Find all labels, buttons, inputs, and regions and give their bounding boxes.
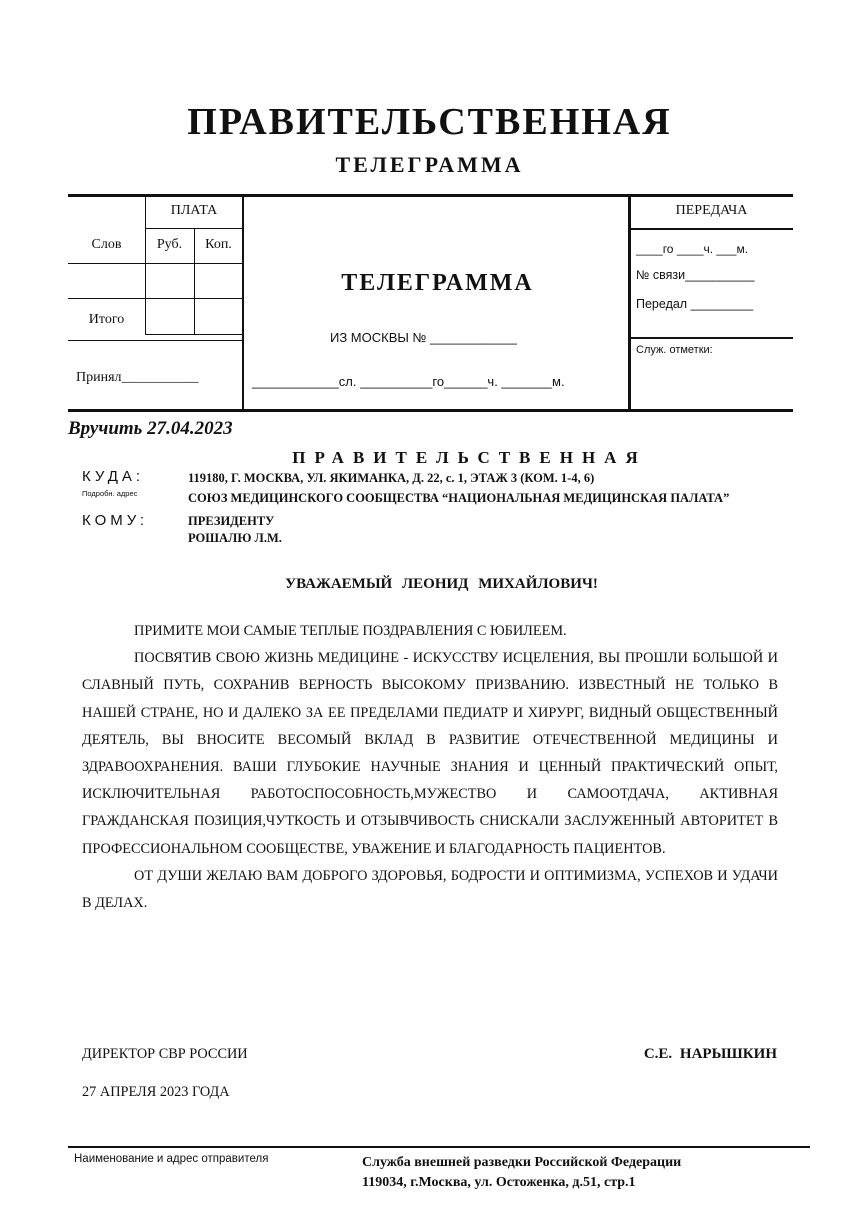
form-bottom-border bbox=[68, 409, 793, 412]
greeting: УВАЖАЕМЫЙ ЛЕОНИД МИХАЙЛОВИЧ! bbox=[285, 576, 598, 592]
kop-label: Коп. bbox=[205, 237, 232, 252]
sender-address: 119034, г.Москва, ул. Остоженка, д.51, стр.1 bbox=[362, 1175, 636, 1190]
telegram-title: ТЕЛЕГРАММА bbox=[341, 270, 534, 296]
form-divider-left bbox=[242, 194, 244, 411]
komu-label: КОМУ: bbox=[82, 512, 149, 529]
letter-paragraph-1: ПРИМИТЕ МОИ САМЫЕ ТЕПЛЫЕ ПОЗДРАВЛЕНИЯ С ЮБИЛЕЕМ. bbox=[134, 623, 567, 639]
podrob-label: Подробн. адрес bbox=[82, 489, 138, 498]
grid-line bbox=[68, 340, 243, 341]
footer-rule bbox=[68, 1146, 810, 1148]
government-label: ПРАВИТЕЛЬСТВЕННАЯ bbox=[292, 448, 647, 467]
grid-line bbox=[630, 337, 793, 339]
kuda-value: 119180, Г. МОСКВА, УЛ. ЯКИМАНКА, Д. 22, с. 1, ЭТАЖ 3 (КОМ. 1-4, 6) bbox=[188, 471, 595, 485]
peredacha-label: ПЕРЕДАЧА bbox=[675, 203, 748, 218]
plata-label: ПЛАТА bbox=[170, 203, 218, 218]
komu-line1: ПРЕЗИДЕНТУ bbox=[188, 514, 275, 528]
organization-value: СОЮЗ МЕДИЦИНСКОГО СООБЩЕСТВА “НАЦИОНАЛЬНАЯ МЕДИЦИНСКАЯ ПАЛАТА” bbox=[188, 491, 730, 505]
form-divider-right bbox=[628, 194, 631, 411]
grid-line bbox=[630, 228, 793, 230]
from-moscow-field: ИЗ МОСКВЫ № ____________ bbox=[330, 330, 517, 345]
delivery-date: Вручить 27.04.2023 bbox=[68, 418, 233, 439]
sender-details bbox=[362, 1153, 681, 1193]
document-title: ПРАВИТЕЛЬСТВЕННАЯ bbox=[187, 101, 672, 143]
letter-paragraph-3: ОТ ДУШИ ЖЕЛАЮ ВАМ ДОБРОГО ЗДОРОВЬЯ, БОДРОСТИ И ОПТИМИЗМА, УСПЕХОВ И УДАЧИ В ДЕЛАХ. bbox=[82, 867, 778, 912]
svyazi-field: № связи__________ bbox=[636, 268, 755, 282]
signature-date: 27 АПРЕЛЯ 2023 ГОДА bbox=[82, 1084, 230, 1100]
sender-label: Наименование и адрес отправителя bbox=[74, 1153, 269, 1165]
itogo-label: Итого bbox=[88, 312, 125, 327]
sender-name: Служба внешней разведки Российской Федерации bbox=[362, 1155, 682, 1170]
signer-name: С.Е. НАРЫШКИН bbox=[643, 1046, 777, 1062]
komu-line2: РОШАЛЮ Л.М. bbox=[188, 531, 282, 545]
grid-line bbox=[68, 298, 243, 299]
letter-body bbox=[82, 618, 778, 917]
document-subtitle: ТЕЛЕГРАММА bbox=[335, 152, 524, 177]
time-received-field: ____________сл. __________го______ч. _______м. bbox=[252, 374, 565, 389]
peredal-field: Передал _________ bbox=[636, 297, 754, 311]
service-notes-label: Служ. отметки: bbox=[636, 344, 713, 356]
slov-label: Слов bbox=[91, 237, 122, 252]
kuda-label: КУДА: bbox=[82, 468, 145, 485]
rub-label: Руб. bbox=[156, 237, 183, 252]
grid-line bbox=[145, 334, 243, 335]
grid-line bbox=[145, 228, 243, 229]
form-top-border bbox=[68, 194, 793, 197]
prinyal-field: Принял___________ bbox=[76, 370, 199, 385]
transmission-time-field: ____го ____ч. ___м. bbox=[636, 242, 749, 256]
signer-position: ДИРЕКТОР СВР РОССИИ bbox=[82, 1046, 248, 1062]
grid-line bbox=[68, 263, 243, 264]
letter-paragraph-2: ПОСВЯТИВ СВОЮ ЖИЗНЬ МЕДИЦИНЕ - ИСКУССТВУ ИСЦЕЛЕНИЯ, ВЫ ПРОШЛИ БОЛЬШОЙ И СЛАВНЫЙ ПУТЬ, СОХРАНИВ ВЕРНОСТЬ ВЫСОКОМУ ПРИЗВАНИЮ. ИЗВЕСТНЫЙ НЕ ТОЛЬКО В НАШЕЙ СТРАНЕ, НО И ДАЛЕКО ЗА ЕЕ ПРЕДЕЛАМИ ПЕДИАТР И ХИРУРГ, ВИДНЫЙ ОБЩЕСТВЕННЫЙ ДЕЯТЕЛЬ, ВЫ ВНОСИТЕ ВЕСОМЫЙ ВКЛАД В РАЗВИТИЕ ОТЕЧЕСТВЕННОЙ МЕДИЦИНЫ И ЗДРАВООХРАНЕНИЯ. ВАШИ ГЛУБОКИЕ НАУЧНЫЕ ЗНАНИЯ И ЦЕННЫЙ ПРАКТИЧЕСКИЙ ОПЫТ, ИСКЛЮЧИТЕЛЬНАЯ РАБОТОСПОСОБНОСТЬ,МУЖЕСТВО И САМООТДАЧА, АКТИВНАЯ ГРАЖДАНСКАЯ ПОЗИЦИЯ,ЧУТКОСТЬ И ОТЗЫВЧИВОСТЬ СНИСКАЛИ ЗАСЛУЖЕННЫЙ АВТОРИТЕТ В ПРОФЕССИОНАЛЬНОМ СООБЩЕСТВЕ, УВАЖЕНИЕ И БЛАГОДАРНОСТЬ ПАЦИЕНТОВ. bbox=[82, 650, 778, 857]
